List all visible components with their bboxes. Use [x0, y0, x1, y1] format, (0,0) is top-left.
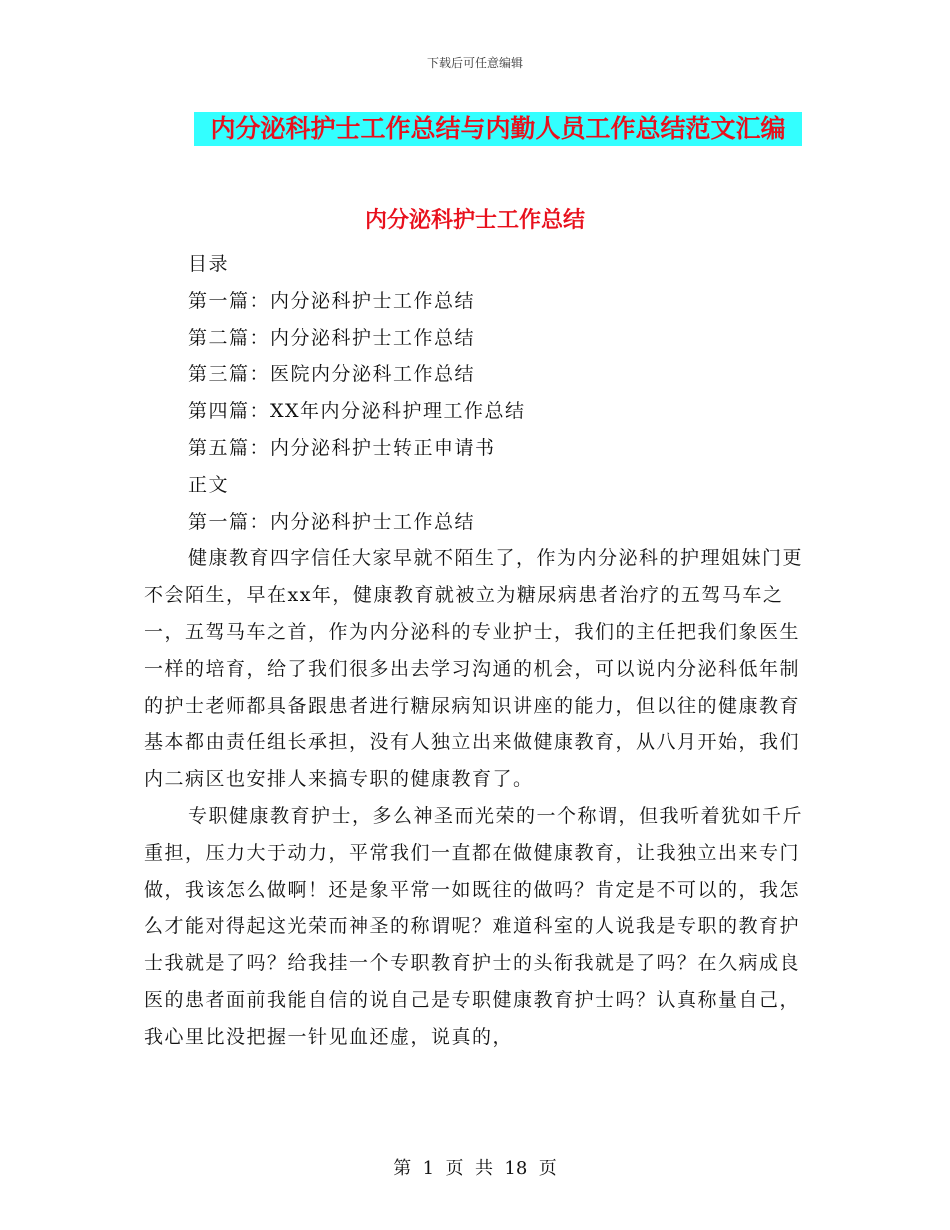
document-title: 内分泌科护士工作总结与内勤人员工作总结范文汇编: [194, 112, 802, 146]
toc-item: 第四篇：XX年内分泌科护理工作总结: [188, 400, 526, 423]
document-body: [144, 246, 806, 1056]
section-title: 内分泌科护士工作总结: [364, 208, 585, 233]
toc-item: 第三篇：医院内分泌科工作总结: [188, 363, 476, 386]
toc-heading: 目录: [188, 253, 230, 275]
page-number-footer: 第 1 页 共 18 页: [393, 1158, 557, 1179]
body-heading: 正文: [188, 473, 230, 496]
body-paragraph: 健康教育四字信任大家早就不陌生了，作为内分泌科的护理姐妹门更不会陌生，早在xx年，健康教育就被立为糖尿病患者治疗的五驾马车之一，五驾马车之首，作为内分泌科的专业护士，我们的主任把我们象医生一样的培育，给了我们很多出去学习沟通的机会，可以说内分泌科低年制的护士老师都具备跟患者进行糖尿病知识讲座的能力，但以往的健康教育基本都由责任组长承担，没有人独立出来做健康教育，从八月开始，我们内二病区也安排人来搞专职的健康教育了。: [144, 547, 804, 791]
toc-item: 第五篇：内分泌科护士转正申请书: [188, 436, 496, 459]
header-note: 下载后可任意编辑: [426, 56, 523, 70]
toc-item: 第一篇：内分泌科护士工作总结: [188, 289, 476, 312]
article-title: 第一篇：内分泌科护士工作总结: [188, 510, 476, 533]
body-paragraph: 专职健康教育护士，多么神圣而光荣的一个称谓，但我听着犹如千斤重担，压力大于动力，平常我们一直都在做健康教育，让我独立出来专门做，我该怎么做啊！还是象平常一如既往的做吗？肯定是不可以的，我怎么才能对得起这光荣而神圣的称谓呢？难道科室的人说我是专职的教育护士我就是了吗？给我挂一个专职教育护士的头衔我就是了吗？在久病成良医的患者面前我能自信的说自己是专职健康教育护士吗？认真称量自己，我心里比没把握一针见血还虚，说真的，: [144, 804, 804, 1048]
toc-item: 第二篇：内分泌科护士工作总结: [188, 326, 476, 349]
